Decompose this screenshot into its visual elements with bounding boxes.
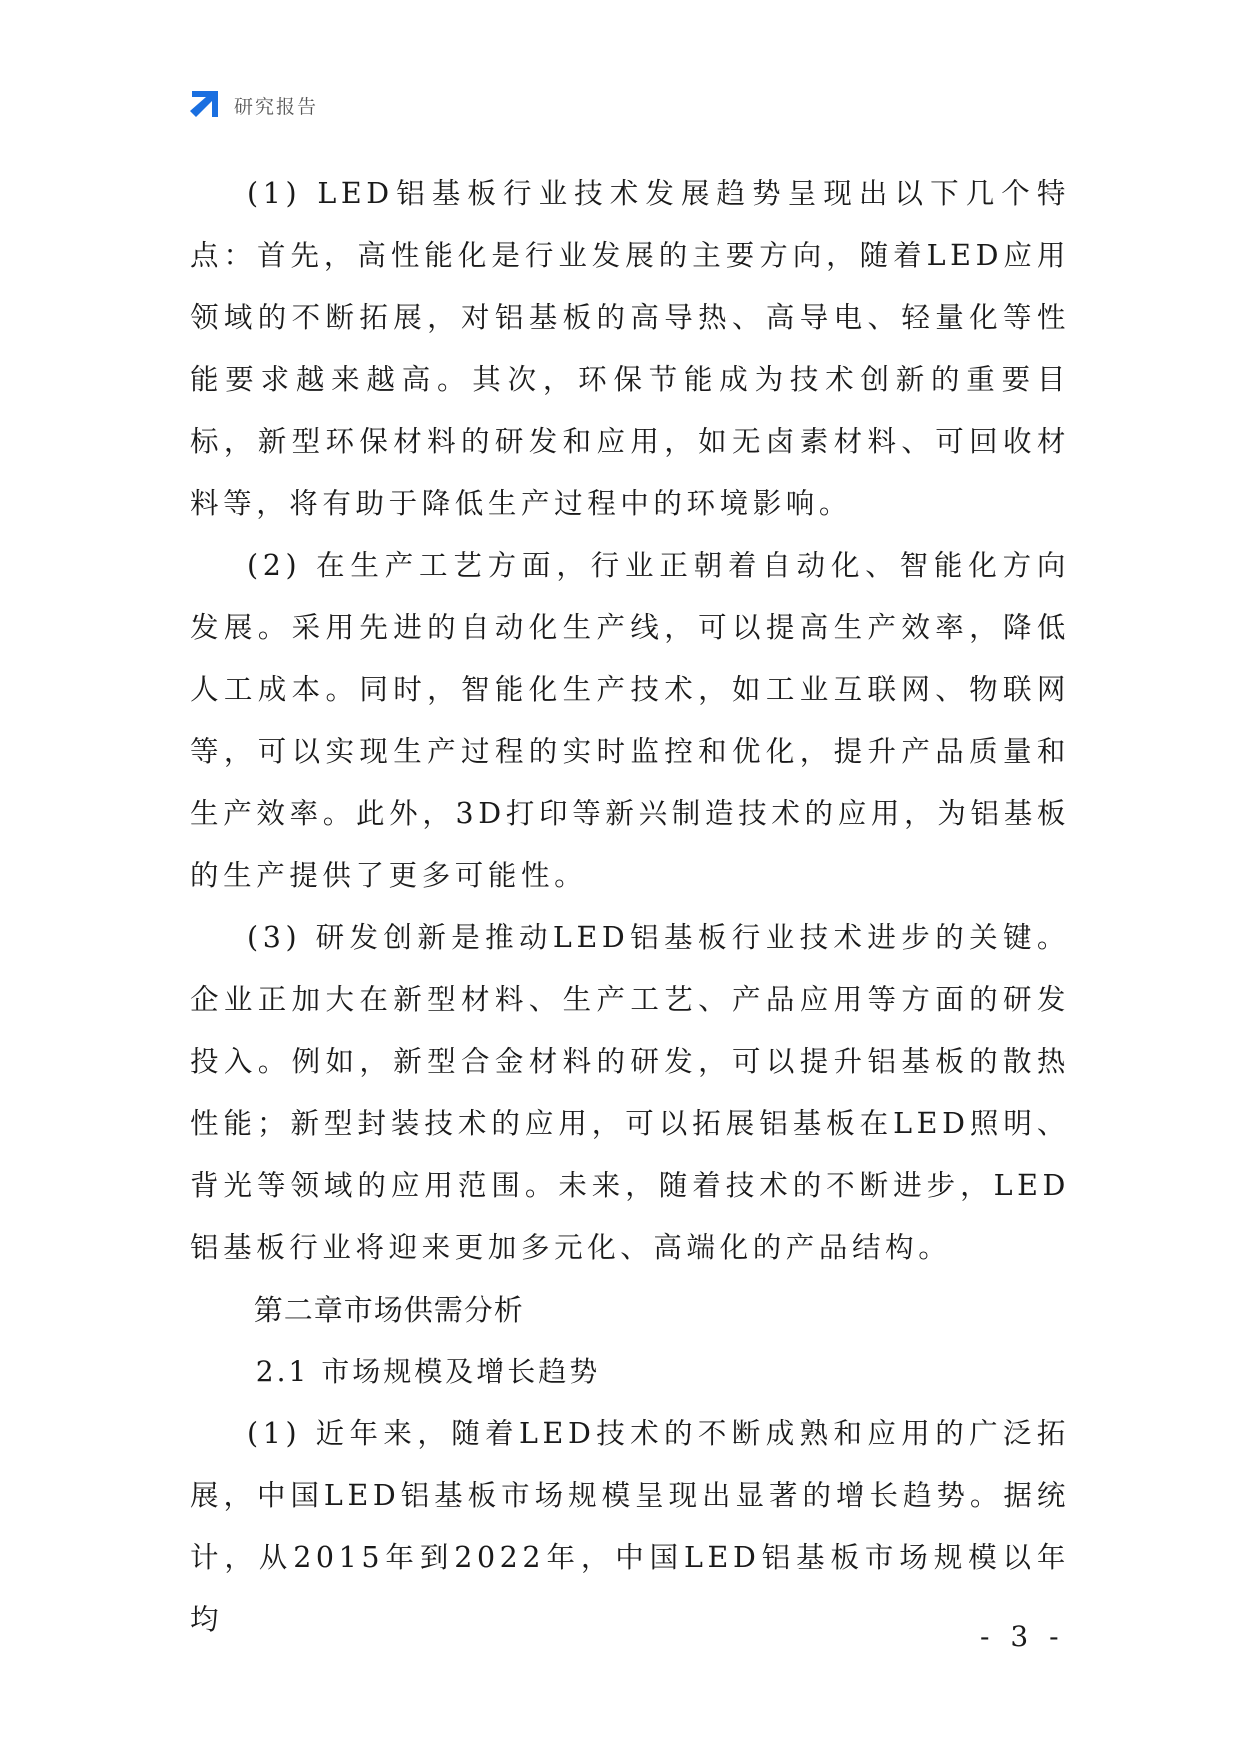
page-header <box>188 88 318 122</box>
body-paragraph-1: (1) LED铝基板行业技术发展趋势呈现出以下几个特点：首先，高性能化是行业发展的主要方向，随着LED应用领域的不断拓展，对铝基板的高导热、高导电、轻量化等性能要求越来越高。其次，环保节能成为技术创新的重要目标，新型环保材料的研发和应用，如无卤素材料、可回收材料等，将有助于降低生产过程中的环境影响。 <box>190 177 1070 520</box>
body-paragraph-3: (3) 研发创新是推动LED铝基板行业技术进步的关键。企业正加大在新型材料、生产工艺、产品应用等方面的研发投入。例如，新型合金材料的研发，可以提升铝基板的散热性能；新型封装技术的应用，可以拓展铝基板在LED照明、背光等领域的应用范围。未来，随着技术的不断进步，LED铝基板行业将迎来更加多元化、高端化的产品结构。 <box>190 921 1070 1264</box>
arrow-up-right-icon <box>188 89 220 121</box>
page-number: - 3 - <box>980 1620 1065 1653</box>
header-title: 研究报告 <box>234 95 319 118</box>
section-title: 2.1 市场规模及增长趋势 <box>255 1355 601 1388</box>
document-body <box>190 163 1070 1651</box>
chapter-title: 第二章市场供需分析 <box>253 1293 524 1327</box>
section-paragraph-1: (1) 近年来，随着LED技术的不断成熟和应用的广泛拓展，中国LED铝基板市场规模呈现出显著的增长趋势。据统计，从2015年到2022年，中国LED铝基板市场规模以年均 <box>190 1417 1070 1636</box>
body-paragraph-2: (2) 在生产工艺方面，行业正朝着自动化、智能化方向发展。采用先进的自动化生产线，可以提高生产效率，降低人工成本。同时，智能化生产技术，如工业互联网、物联网等，可以实现生产过程的实时监控和优化，提升产品质量和生产效率。此外，3D打印等新兴制造技术的应用，为铝基板的生产提供了更多可能性。 <box>190 549 1070 892</box>
